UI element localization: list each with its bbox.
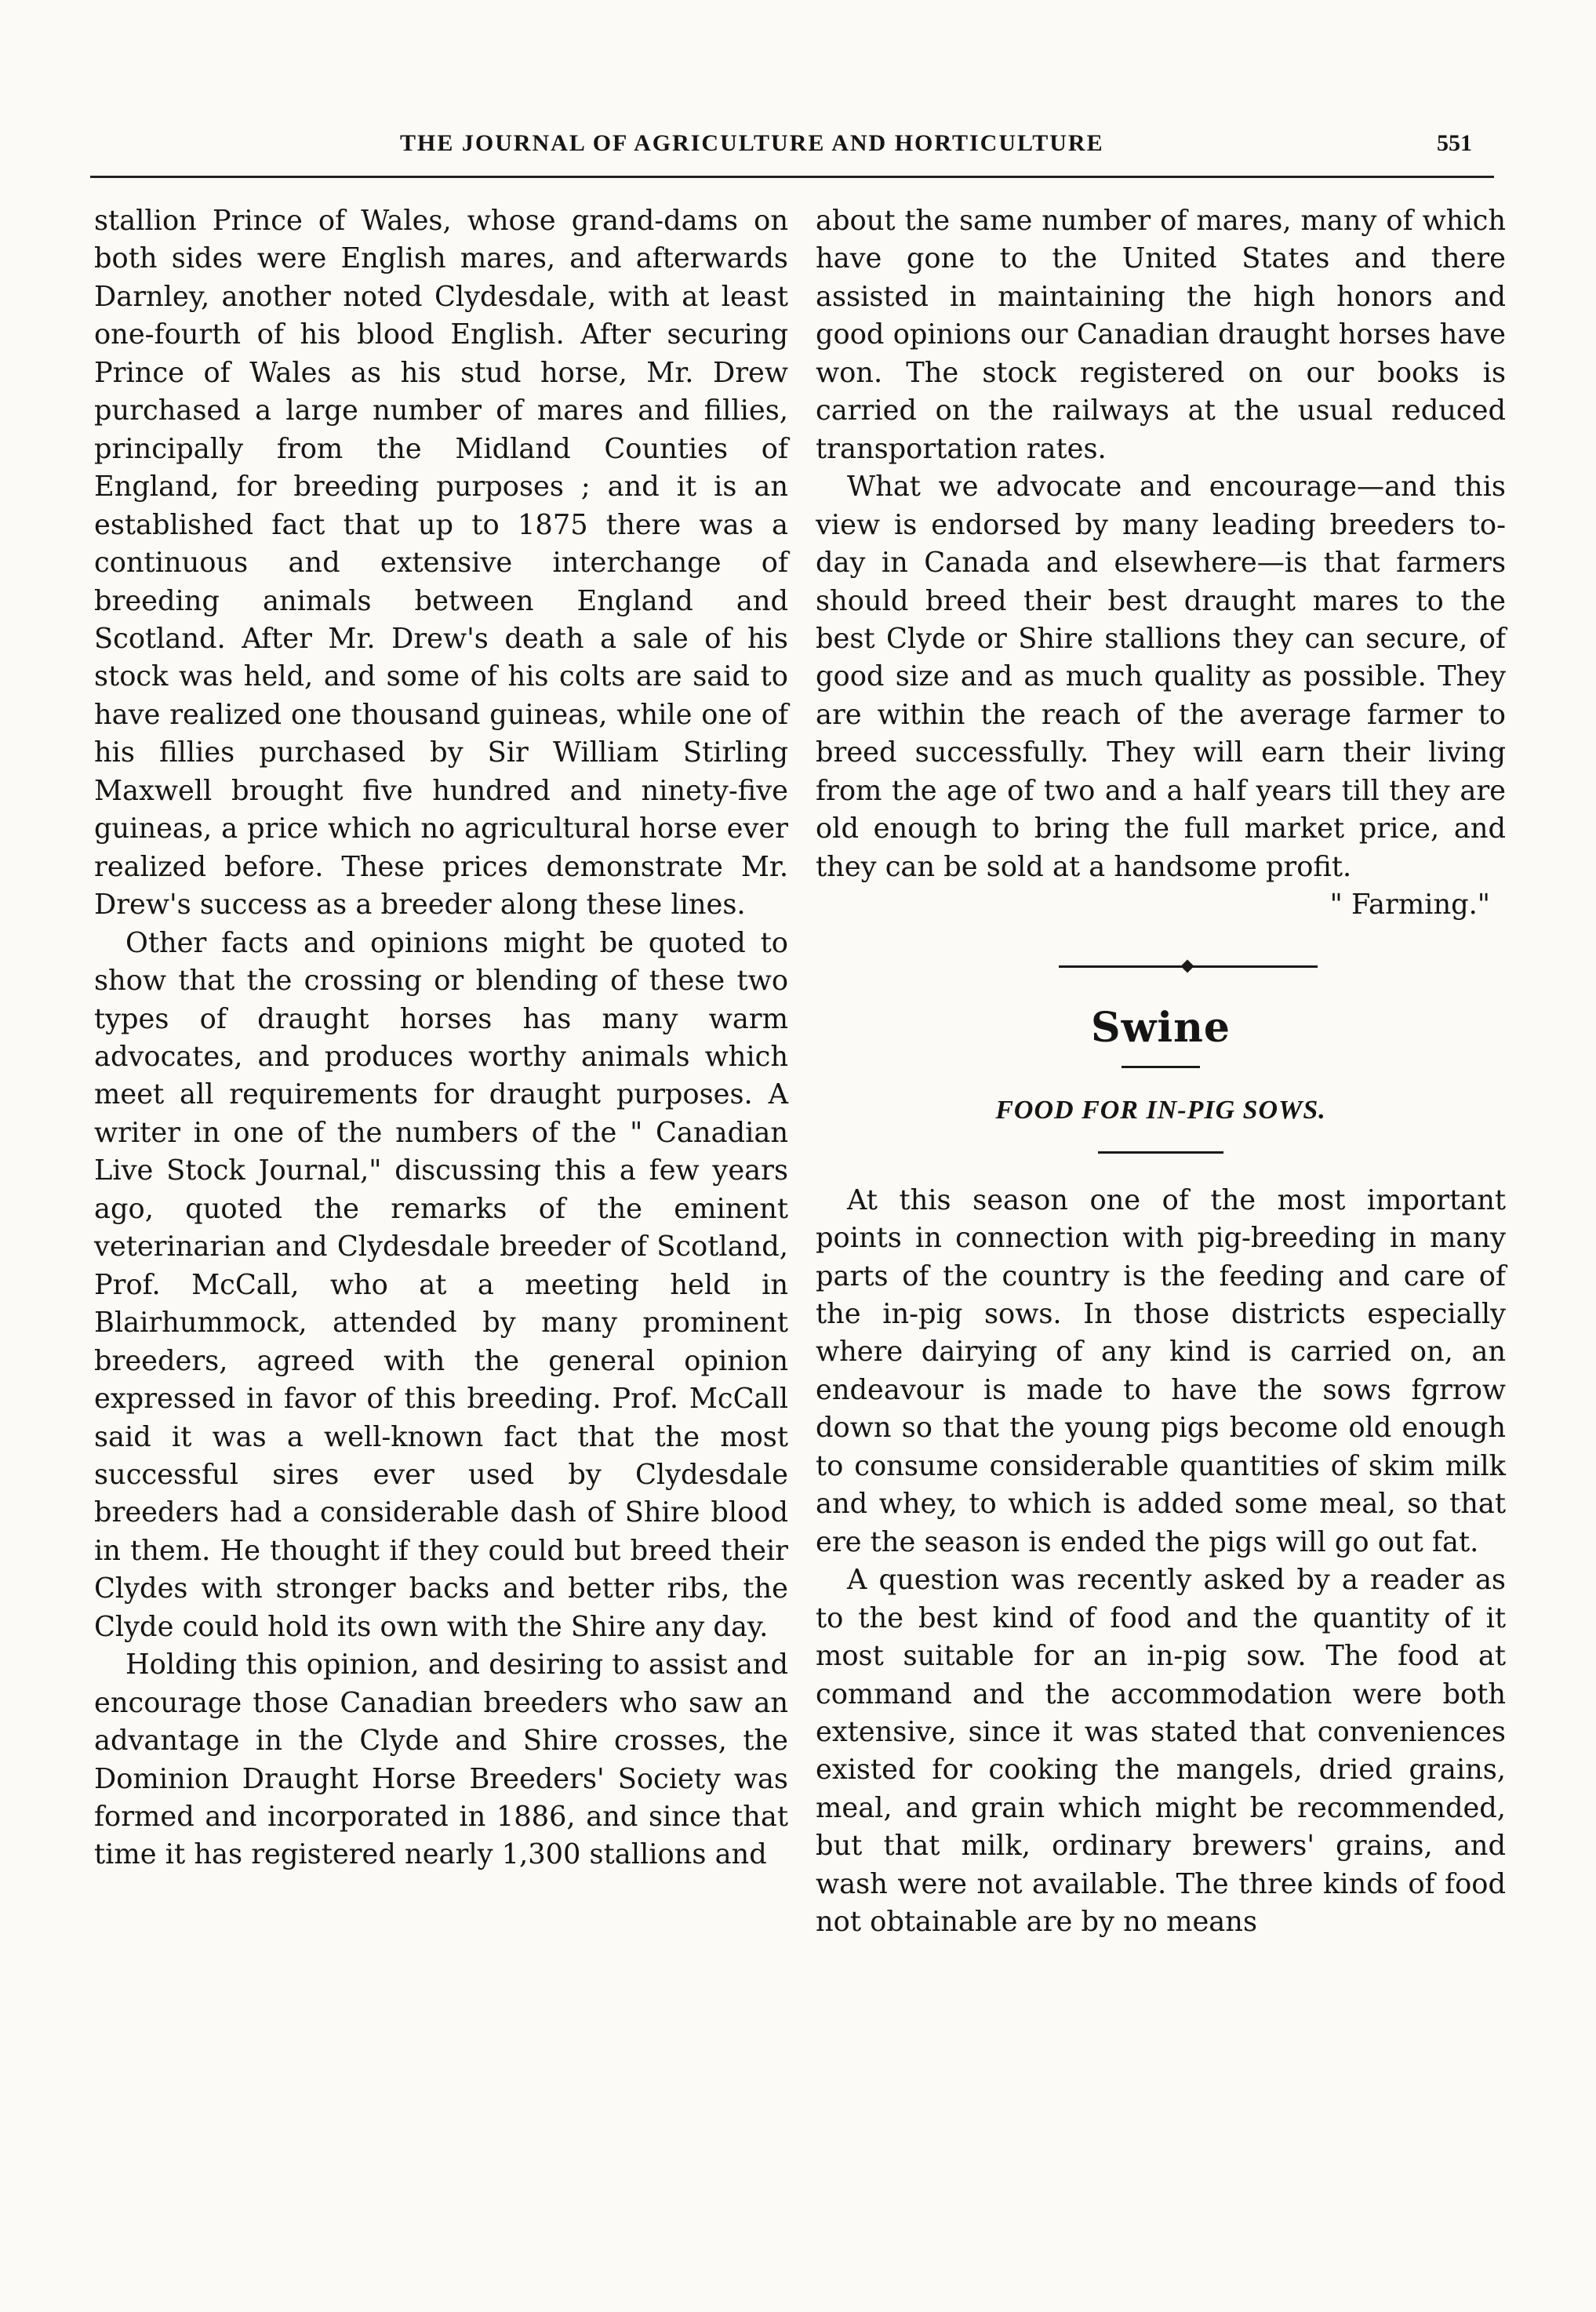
section-heading: Swine: [1091, 1003, 1231, 1052]
right-paragraph-1: about the same number of mares, many of which have gone to the United States and there assisted in maintaining the high honors and good opinions our Canadian draught horses have won. The stock registered on our books is carried on the railways at the usual reduced transportation rates.: [816, 205, 1506, 465]
right-paragraph-4: A question was recently asked by a reader as to the best kind of food and the quantity of it most suitable for an in-pig sow. The food at command and the accommodation were both extensive, since it was stated that conveniences existed for cooking the mangels, dried grains, meal, and grain which might be recommended, but that milk, ordinary brewers' grains, and wash were not available. The three kinds of food not obtainable are by no means: [816, 1564, 1506, 1939]
header-rule: [90, 176, 1494, 178]
left-paragraph-1: stallion Prince of Wales, whose grand-dams on both sides were English mares, and afterwards Darnley, another noted Clydesdale, with at least one-fourth of his blood English. After securing Prince of Wales as his stud horse, Mr. Drew purchased a large number of mares and fillies, principally from the Midland Counties of England, for breeding purposes ; and it is an established fact that up to 1875 there was a continuous and extensive interchange of breeding animals between England and Scotland. After Mr. Drew's death a sale of his stock was held, and some of his colts are said to have realized one thousand guineas, while one of his fillies purchased by Sir William Stirling Maxwell brought five hundred and ninety-five guineas, a price which no agricultural horse ever realized before. These prices demonstrate Mr. Drew's success as a breeder along these lines.: [94, 205, 788, 922]
right-column: [816, 202, 1506, 1942]
right-paragraph-2: What we advocate and encourage—and this view is endorsed by many leading breeders to-day in Canada and elsewhere—is that farmers should breed their best draught mares to the best Clyde or Shire stallions they can secure, of good size and as much quality as possible. They are within the reach of the average farmer to breed successfully. They will earn their living from the age of two and a half years till they are old enough to bring the full market price, and they can be sold at a handsome profit.: [816, 471, 1506, 883]
left-paragraph-3: Holding this opinion, and desiring to assist and encourage those Canadian breeders who saw an advantage in the Clyde and Shire crosses, the Dominion Draught Horse Breeders' Society was formed and incorporated in 1886, and since that time it has registered nearly 1,300 stallions and: [94, 1649, 788, 1871]
running-header-title: THE JOURNAL OF AGRICULTURE AND HORTICULTURE: [400, 130, 1104, 156]
page-number: 551: [1437, 130, 1472, 156]
article-title: FOOD FOR IN-PIG SOWS.: [995, 1095, 1326, 1125]
section-heading-rule: [1122, 1066, 1200, 1068]
article-title-rule: [1098, 1151, 1223, 1154]
section-divider-ornament: [1181, 959, 1194, 972]
left-column: [94, 202, 788, 1874]
left-paragraph-2: Other facts and opinions might be quoted to show that the crossing or blending of these two types of draught horses has many warm advocates, and produces worthy animals which meet all requirements for draught purposes. A writer in one of the numbers of the " Canadian Live Stock Journal," discussing this a few years ago, quoted the remarks of the eminent veterinarian and Clydesdale breeder of Scotland, Prof. McCall, who at a meeting held in Blairhummock, attended by many prominent breeders, agreed with the general opinion expressed in favor of this breeding. Prof. McCall said it was a well-known fact that the most successful sires ever used by Clydesdale breeders had a considerable dash of Shire blood in them. He thought if they could but breed their Clydes with stronger backs and better ribs, the Clyde could hold its own with the Shire any day.: [94, 926, 788, 1643]
section-divider: [816, 925, 1506, 997]
right-paragraph-3: At this season one of the most important points in connection with pig-breeding in many parts of the country is the feeding and care of the in-pig sows. In those districts especially where dairying of any kind is carried on, an endeavour is made to have the sows fgrrow down so that the young pigs become old enough to consume considerable quantities of skim milk and whey, to which is added some meal, so that ere the season is ended the pigs will go out fat.: [816, 1183, 1506, 1558]
source-attribution: " Farming.": [1329, 889, 1490, 922]
